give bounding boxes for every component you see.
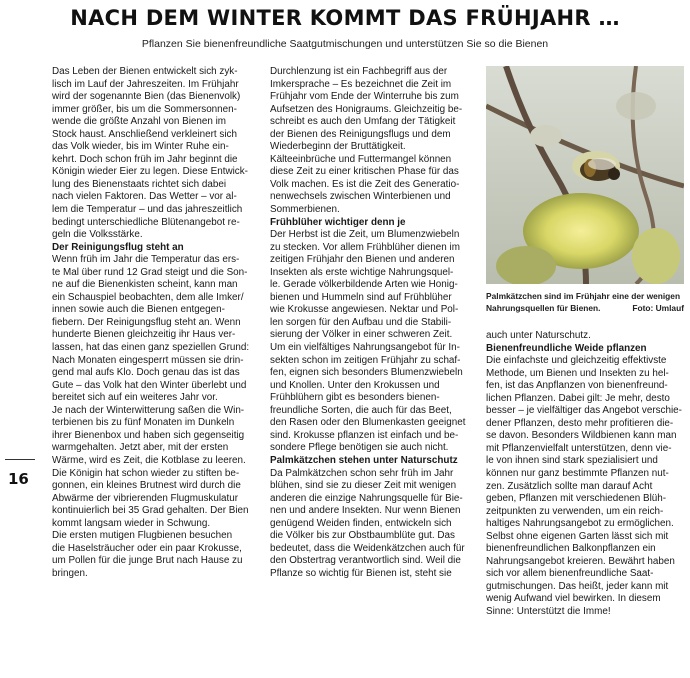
text-column-2 <box>270 66 474 580</box>
text-line: gonnen, ein kleines Brutnest wird durch die <box>52 480 241 492</box>
text-line: blühen, sind sie zu dieser Zeit mit wenigen <box>270 480 457 492</box>
section-heading: Der Reinigungsflug steht an <box>52 241 184 253</box>
text-line: Die ersten mutigen Flugbienen besuchen <box>52 530 233 542</box>
text-line: te Mal über rund 12 Grad steigt und die Son- <box>52 266 248 278</box>
text-line: Das Leben der Bienen entwickelt sich zyk- <box>52 66 238 77</box>
text-line: Wiederbeginn der Bruttätigkeit. <box>270 141 406 153</box>
text-line: sich vor allem bienenfreundliche Saat- <box>486 568 654 580</box>
text-line: hunderte Bienen gleichzeitig ihr Haus ver- <box>52 329 236 341</box>
text-line: Die Königin hat schon wieder zu stiften be- <box>52 467 240 479</box>
text-line: zeitpunkten zu verwenden, um ein reich- <box>486 505 664 517</box>
caption-line <box>486 302 684 314</box>
text-line: Je nach der Winterwitterung saßen die Win- <box>52 404 245 416</box>
text-line: sind. Krokusse pflanzen ist einfach und be- <box>270 429 459 441</box>
text-line: Sinne: Unterstützt die Imme! <box>486 606 611 618</box>
text-line: se davon. Besonders Wildbienen kann man <box>486 430 677 442</box>
text-line: immer größer, bis um die Sommersonnen- <box>52 103 237 115</box>
text-line: Da Palmkätzchen schon sehr früh im Jahr <box>270 467 454 479</box>
text-line: Der Herbst ist die Zeit, um Blumenzwiebeln <box>270 229 460 241</box>
text-line: Imkersprache – Es bezeichnet die Zeit im <box>270 78 452 90</box>
photo-caption <box>486 290 684 314</box>
caption-text: Nahrungsquellen für Bienen. <box>486 303 601 313</box>
text-line: Königin wieder Eier zu legen. Diese Entwick- <box>52 166 248 178</box>
text-line: den Obstertrag verantwortlich sind. Weil die <box>270 555 461 567</box>
text-line: sekten schon im zeitigen Frühjahr zu schaf- <box>270 354 461 366</box>
text-line: Insekten als erste wichtige Nahrungsquel- <box>270 266 454 278</box>
text-line: nenwechsels zwischen Winterbienen und <box>270 191 451 203</box>
text-line: Nach Monaten eingesperrt müssen sie drin- <box>52 354 244 366</box>
text-line: geben, Pflanzen mit verschiedenen Blüh- <box>486 493 667 505</box>
text-line: bedingt unterschiedliche Blütenangebot re- <box>52 216 240 228</box>
text-line: bereitet sich auf ein weiteres Jahr vor. <box>52 392 218 404</box>
text-line: Gute – das Volk hat den Winter überlebt und <box>52 379 247 391</box>
text-line: ein Schauspiel beobachten, dem alle Imker/ <box>52 291 244 303</box>
text-column-3 <box>486 330 684 619</box>
text-line: nach vielen Faktoren. Das Wetter – vor al- <box>52 191 237 203</box>
text-line: terbienen bis zu fünf Monaten im Dunkeln <box>52 417 235 429</box>
text-line: le. Gerade völkerbildende Arten wie Honig- <box>270 279 458 291</box>
text-line: lassen, hat das einen ganz speziellen Grund: <box>52 342 250 354</box>
text-line: fiebern. Der Reinigungsflug steht an. Wenn <box>52 316 241 328</box>
text-line: le von ihnen sind stark spezialisiert und <box>486 455 658 467</box>
text-line: schreibt es auch den Umfang der Tätigkeit <box>270 116 456 128</box>
text-line: gutmischungen. Das heißt, jeder kann mit <box>486 580 669 592</box>
text-line: zen. Zusätzlich sollte man darauf Acht <box>486 480 653 492</box>
text-line: Selbst ohne eigenen Garten lässt sich mit <box>486 530 669 542</box>
text-line: auch unter Naturschutz. <box>486 330 591 341</box>
text-line: freundliche Sorten, die auch für das Beet, <box>270 404 452 416</box>
text-line: sondere Pflege benötigen sie auch nicht. <box>270 442 449 454</box>
text-line: den Rasen oder den Blumenkasten geeignet <box>270 417 466 429</box>
text-line: Wenn früh im Jahr die Temperatur das ers- <box>52 254 240 266</box>
text-line: genügend Weiden finden, entwickeln sich <box>270 517 452 529</box>
text-line: bienen und Hummeln sind auf Frühblüher <box>270 291 452 303</box>
text-line: Sommerbienen. <box>270 204 340 216</box>
page-number: 16 <box>8 470 29 488</box>
text-line: um Pollen für die junge Brut nach Hause zu <box>52 555 243 567</box>
photo-catkins-with-bee <box>486 66 684 284</box>
section-heading: Frühblüher wichtiger denn je <box>270 216 406 228</box>
text-line: ne auf die Bienenkisten scheint, kann man <box>52 279 238 291</box>
text-line: Nahrungsangebot kreieren. Bewährt haben <box>486 555 675 567</box>
text-line: Methode, um Bienen und Insekten zu hel- <box>486 367 669 379</box>
text-line: bedeutet, dass die Weidenkätzchen auch für <box>270 542 465 554</box>
bee-icon <box>580 158 620 181</box>
text-line: kommt langsam wieder in Schwung. <box>52 517 211 529</box>
text-line: diese Zeit zu einer kritischen Phase für das <box>270 166 459 178</box>
text-line: lisch im Lauf der Jahreszeiten. Im Frühjahr <box>52 78 239 90</box>
article-subtitle: Pflanzen Sie bienenfreundliche Saatgutmischungen und unterstützen Sie so die Bienen <box>141 38 549 50</box>
text-line: zeitigen Frühjahr den Bienen und anderen <box>270 254 455 266</box>
text-line: lung des Bienenstaats richtet sich dabei <box>52 178 227 190</box>
text-line: wie Krokusse angewiesen. Nektar und Pol- <box>270 304 459 316</box>
text-line: Aufsetzen des Honigraums. Gleichzeitig be- <box>270 103 463 115</box>
text-line: nen und andere Insekten. Nur wenn Bienen <box>270 505 461 517</box>
text-line: wende die größte Anzahl von Bienen im <box>52 116 227 128</box>
text-line: Durchlenzung ist ein Fachbegriff aus der <box>270 66 448 77</box>
text-line: das Volk wieder, bis im Winter Ruhe ein- <box>52 141 229 153</box>
text-line: Pflanze so wichtig für Bienen ist, steht sie <box>270 567 452 579</box>
caption-line: Palmkätzchen sind im Frühjahr eine der wenigen <box>486 291 681 301</box>
text-line: bienenfreundlichen Balkonpflanzen ein <box>486 543 656 555</box>
text-line: Frühjahr vom Ende der Winterruhe bis zum <box>270 91 459 103</box>
text-line: Frühblühern gibt es besonders bienen- <box>270 392 440 404</box>
text-line: geln die Volksstärke. <box>52 229 143 241</box>
text-line: Wärme, wird es Zeit, die Kotblase zu leeren. <box>52 454 246 466</box>
section-heading: Palmkätzchen stehen unter Naturschutz <box>270 454 458 466</box>
text-line: haltiges Nahrungsangebot zu ermöglichen. <box>486 518 674 530</box>
text-line: fen, ist das Anpflanzen von bienenfreund- <box>486 380 668 392</box>
text-line: lem die Temperatur – und das jahreszeitlich <box>52 204 243 216</box>
text-line: die Völker bis zur Obstbaumblüte gut. Das <box>270 530 455 542</box>
text-column-1 <box>52 66 256 580</box>
text-line: können nur ganz bestimmte Pflanzen nut- <box>486 468 669 480</box>
text-line: wenig Aufwand viel bewirken. In diesem <box>486 593 661 605</box>
text-line: wird der sogenannte Bien (das Bienenvolk) <box>52 91 241 103</box>
text-line: fen, eignen sich besonders Blumenzwiebeln <box>270 367 463 379</box>
section-heading: Bienenfreundliche Weide pflanzen <box>486 342 647 354</box>
text-line: Stock haust. Anschließend verkleinert sich <box>52 128 237 140</box>
text-line: Die einfachste und gleichzeitig effektivste <box>486 355 667 367</box>
text-line: die Haselsträucher oder ein paar Krokusse, <box>52 542 242 554</box>
text-line: sierung der Völker in einer schweren Zeit. <box>270 329 453 341</box>
text-line: len sorgen für den Aufbau und die Stabili- <box>270 316 452 328</box>
text-line: Kälteeinbrüche und Futtermangel können <box>270 153 452 165</box>
text-line: anderen die einzige Nahrungsquelle für Bie- <box>270 492 463 504</box>
text-line: warmgehalten. Jetzt aber, mit der ersten <box>52 442 229 454</box>
text-line: kehrt. Doch schon früh im Jahr beginnt die <box>52 153 238 165</box>
text-line: besser – je vielfältiger das Angebot verschie- <box>486 405 682 417</box>
text-line: lichen Pflanzen. Dabei gilt: Je mehr, desto <box>486 392 670 404</box>
text-line: ihrer Bienenbox und haben sich gegenseitig <box>52 429 245 441</box>
text-line: der Bienen des Reinigungsflugs und dem <box>270 128 451 140</box>
text-line: zu stecken. Vor allem Frühblüher dienen im <box>270 241 460 253</box>
text-line: dener Pflanzen, desto mehr profitieren die- <box>486 417 674 429</box>
photo-credit: Foto: Umlauf <box>632 303 684 313</box>
text-line: innen sowie auch die Bienen entgegen- <box>52 304 225 316</box>
text-line: gend mal aufs Klo. Doch genau das ist das <box>52 367 240 379</box>
text-line: kontinuierlich bei 35 Grad gehalten. Der Bien <box>52 505 249 517</box>
text-line: Um ein vielfältiges Nahrungsangebot für In- <box>270 342 460 354</box>
text-line: bringen. <box>52 567 88 579</box>
text-line: Abwärme der vibrierenden Flugmuskulatur <box>52 492 239 504</box>
text-line: mit Pflanzenvielfalt unterstützen, denn vie- <box>486 442 672 454</box>
text-line: und Knollen. Unter den Krokussen und <box>270 379 440 391</box>
article-headline: NACH DEM WINTER KOMMT DAS FRÜHJAHR … <box>70 6 620 30</box>
text-line: Volk machen. Es ist die Zeit des Generatio- <box>270 178 460 190</box>
page-number-rule <box>5 459 35 460</box>
